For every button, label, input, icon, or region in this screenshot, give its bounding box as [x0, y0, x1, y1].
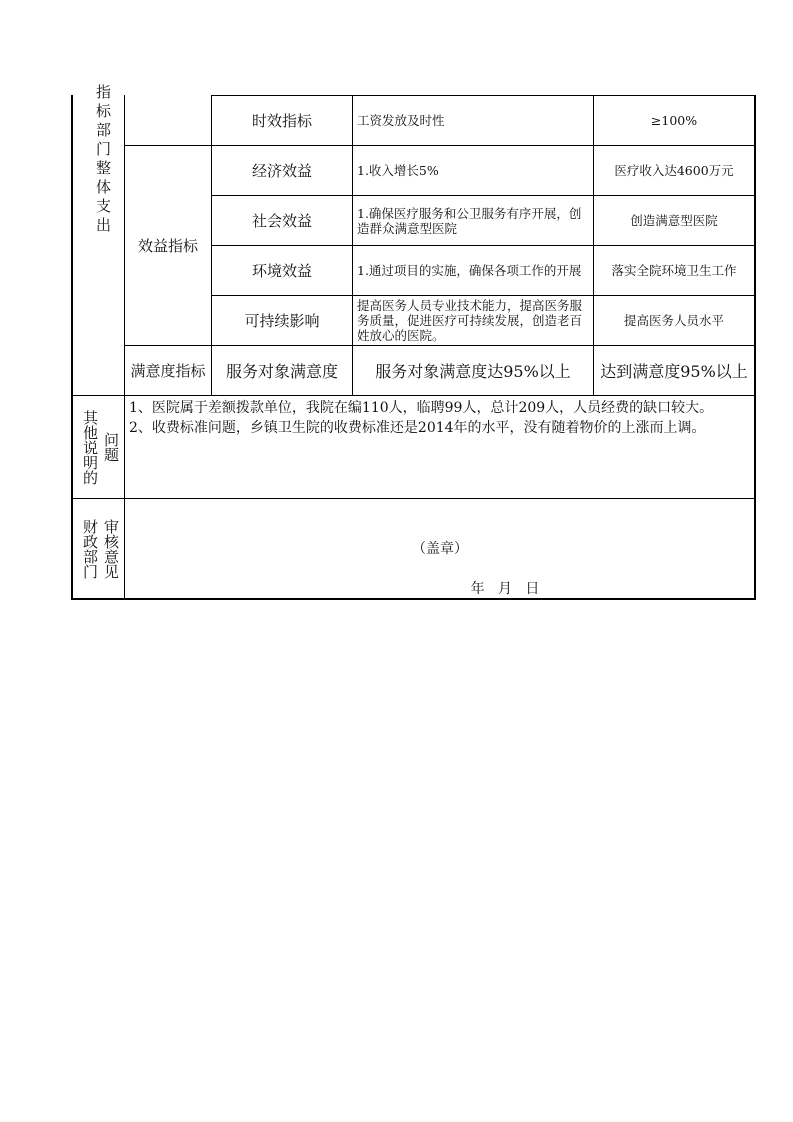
seal-placeholder: （盖章） — [412, 541, 468, 557]
finance-review-label-col2: 审核意见 — [102, 519, 120, 579]
benefit-indicator-label: 效益指标 — [137, 237, 198, 255]
timeliness-content: 工资发放及时性 — [357, 113, 445, 128]
grid-line — [71, 498, 756, 499]
other-notes-line2: 2、收费标准问题，乡镇卫生院的收费标准还是2014年的水平，没有随着物价的上涨而上调。 — [129, 420, 706, 436]
environment-target: 落实全院环境卫生工作 — [611, 263, 737, 278]
other-notes-label-col1: 其他说明的 — [81, 409, 99, 485]
satisfaction-category: 服务对象满意度 — [225, 362, 338, 381]
environment-category: 环境效益 — [251, 262, 312, 280]
other-notes-line1: 1、医院属于差额拨款单位，我院在编110人，临聘99人，总计209人，人员经费的缺口较大。 — [129, 400, 714, 416]
social-category: 社会效益 — [251, 212, 312, 230]
table-border-right — [754, 95, 756, 600]
finance-review-label-col1: 财政部门 — [81, 519, 99, 579]
environment-content: 1.通过项目的实施，确保各项工作的开展 — [357, 263, 582, 278]
social-content: 1.确保医疗服务和公卫服务有序开展，创造群众满意型医院 — [357, 205, 582, 236]
satisfaction-content: 服务对象满意度达95%以上 — [375, 362, 571, 381]
sustainable-target: 提高医务人员水平 — [623, 313, 724, 328]
economic-category: 经济效益 — [251, 162, 312, 180]
sustainable-category: 可持续影响 — [244, 312, 320, 330]
satisfaction-indicator-label: 满意度指标 — [130, 362, 206, 380]
timeliness-target: ≥100% — [650, 113, 698, 128]
date-placeholder: 年 月 日 — [470, 581, 540, 597]
economic-target: 医疗收入达4600万元 — [614, 163, 734, 178]
timeliness-category: 时效指标 — [251, 112, 312, 130]
satisfaction-target: 达到满意度95%以上 — [600, 362, 748, 381]
indicator-vertical-label: 指标部门整体支出 — [94, 84, 112, 236]
economic-content: 1.收入增长5% — [357, 163, 439, 178]
other-notes-text — [125, 396, 754, 498]
sustainable-content: 提高医务人员专业技术能力，提高医务服务质量，促进医疗可持续发展，创造老百姓放心的医院。 — [357, 298, 583, 343]
table-border-bottom — [71, 598, 756, 600]
table-border-left — [71, 95, 73, 600]
other-notes-label-col2: 问题 — [102, 432, 120, 462]
social-target: 创造满意型医院 — [630, 213, 718, 228]
